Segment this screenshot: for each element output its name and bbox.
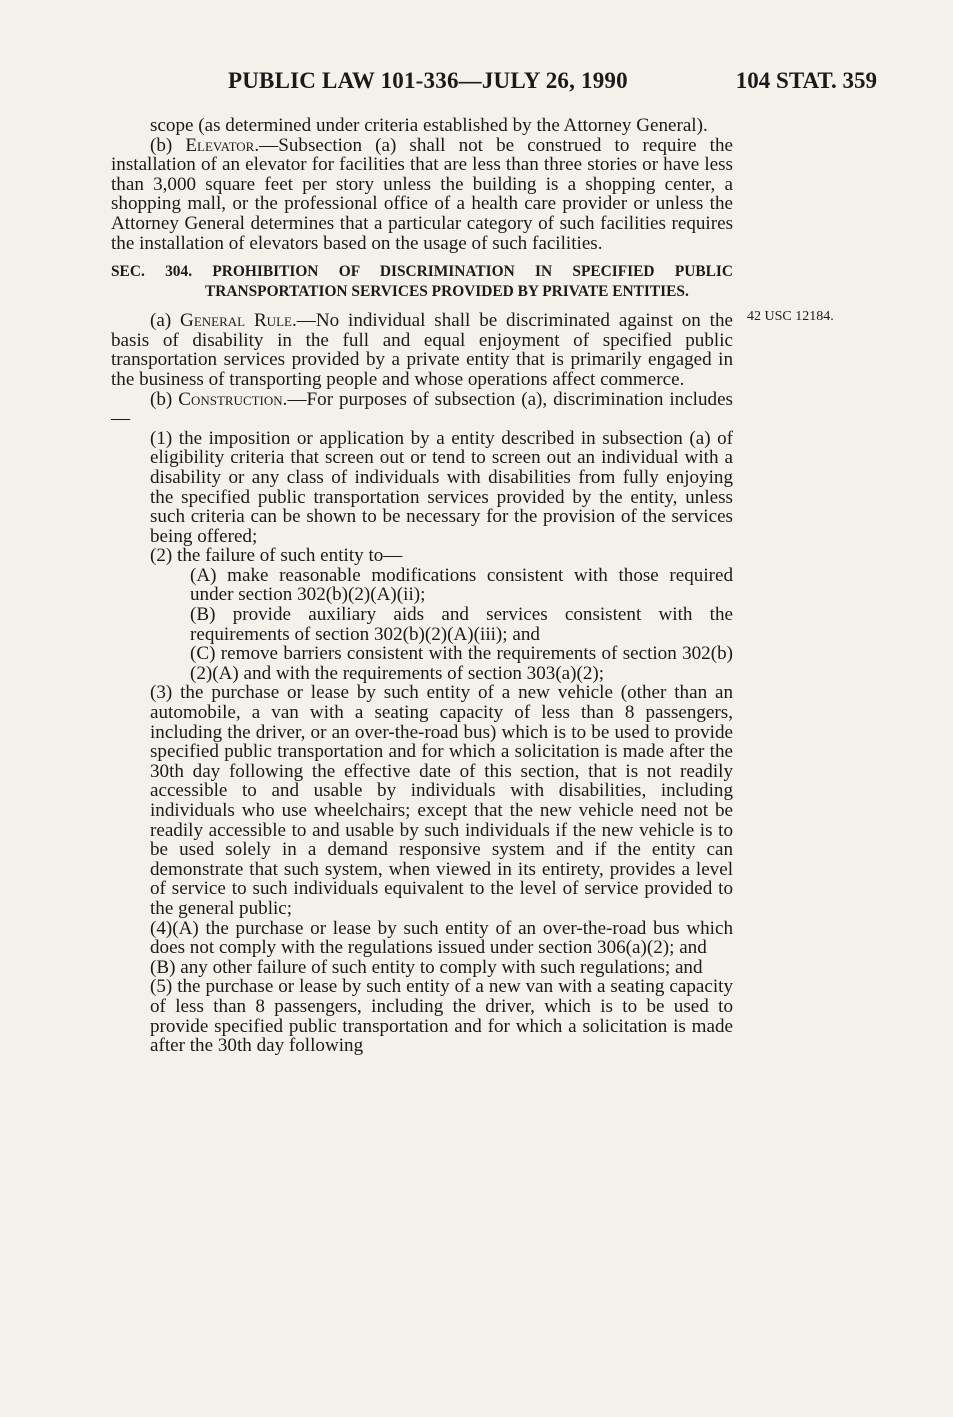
paragraph-text: .—For purposes of subsection (a), discrimination includes— — [111, 388, 733, 430]
page-header-title: PUBLIC LAW 101-336—JULY 26, 1990 — [228, 68, 628, 93]
sub-list-item: (C) remove barriers consistent with the requirements of section 302(b)(2)(A) and with the requirements of section 303(a)(2); — [190, 643, 733, 684]
list-item: (3) the purchase or lease by such entity of a new vehicle (other than an automobile, a van with a seating capacity of less than 8 passengers, including the driver, or an over-the-road bus) which is to be used to provide specified public transportation and for which a solicitation is made after the 30th day following the effective date of this section, that is not readily accessible to and usable by individuals with disabilities, including individuals who use wheelchairs; except that the new vehicle need not be readily accessible to and usable by such individuals if the new vehicle is to be used solely in a demand responsive system and if the entity can demonstrate that such system, when viewed in its entirety, provides a level of service to such individuals equivalent to the level of service provided to the general public; — [150, 682, 733, 919]
paragraph-elevator — [111, 136, 733, 254]
paragraph-heading: Construction — [178, 388, 283, 410]
list-item: (2) the failure of such entity to— — [150, 545, 403, 567]
paragraph-label: (b) — [150, 388, 179, 410]
paragraph-heading: General Rule — [180, 310, 292, 332]
section-title: PROHIBITION OF DISCRIMINATION IN SPECIFIED PUBLIC TRANSPORTATION SERVICES PROVIDED BY PRIVATE ENTITIES. — [205, 263, 733, 301]
paragraph-text: .—Subsection (a) shall not be construed to require the installation of an elevator for facilities that are less than three stories or have less than 3,000 square feet per story unless the building is a shopping center, a shopping mall, or the professional office of a health care provider or unless the Attorney General determines that a particular category of such facilities requires the installation of elevators based on the usage of such facilities. — [111, 134, 733, 254]
section-heading — [111, 262, 733, 302]
list-item: (1) the imposition or application by a entity described in subsection (a) of eligibility criteria that screen out or tend to screen out an individual with a disability or any class of individuals with disabilities from fully enjoying the specified public transportation services provided by the entity, unless such criteria can be shown to be necessary for the provision of the services being offered; — [150, 427, 733, 547]
sub-list-item: (A) make reasonable modifications consistent with those required under section 302(b)(2)(A)(ii); — [190, 564, 733, 606]
list-item: (B) any other failure of such entity to comply with such regulations; and — [150, 956, 703, 978]
section-number: SEC. 304. — [111, 263, 193, 281]
sub-list-item: (B) provide auxiliary aids and services consistent with the requirements of section 302(b)(2)(A)(iii); and — [190, 604, 733, 645]
list-item: (5) the purchase or lease by such entity of a new van with a seating capacity of less than 8 passengers, including the driver, which is to be used to provide specified public transportation and for which a solicitation is made after the 30th day following — [150, 976, 733, 1057]
paragraph-construction — [111, 390, 733, 429]
paragraph-label: (b) — [150, 134, 186, 156]
paragraph-general-rule — [111, 311, 733, 389]
paragraph-text: .—No individual shall be discriminated against on the basis of disability in the full and equal enjoyment of specified public transportation services provided by a private entity that is primarily engaged in the business of transporting people and whose operations affect commerce. — [111, 310, 734, 390]
paragraph-label: (a) — [150, 310, 181, 332]
paragraph-continuation: scope (as determined under criteria established by the Attorney General). — [150, 115, 708, 136]
document-body — [111, 116, 733, 1056]
paragraph-heading: Elevator — [185, 134, 255, 156]
list-item: (4)(A) the purchase or lease by such entity of an over-the-road bus which does not comply with the regulations issued under section 306(a)(2); and — [150, 917, 733, 959]
page-header-stat: 104 STAT. 359 — [735, 68, 877, 93]
margin-citation: 42 USC 12184. — [747, 309, 834, 324]
